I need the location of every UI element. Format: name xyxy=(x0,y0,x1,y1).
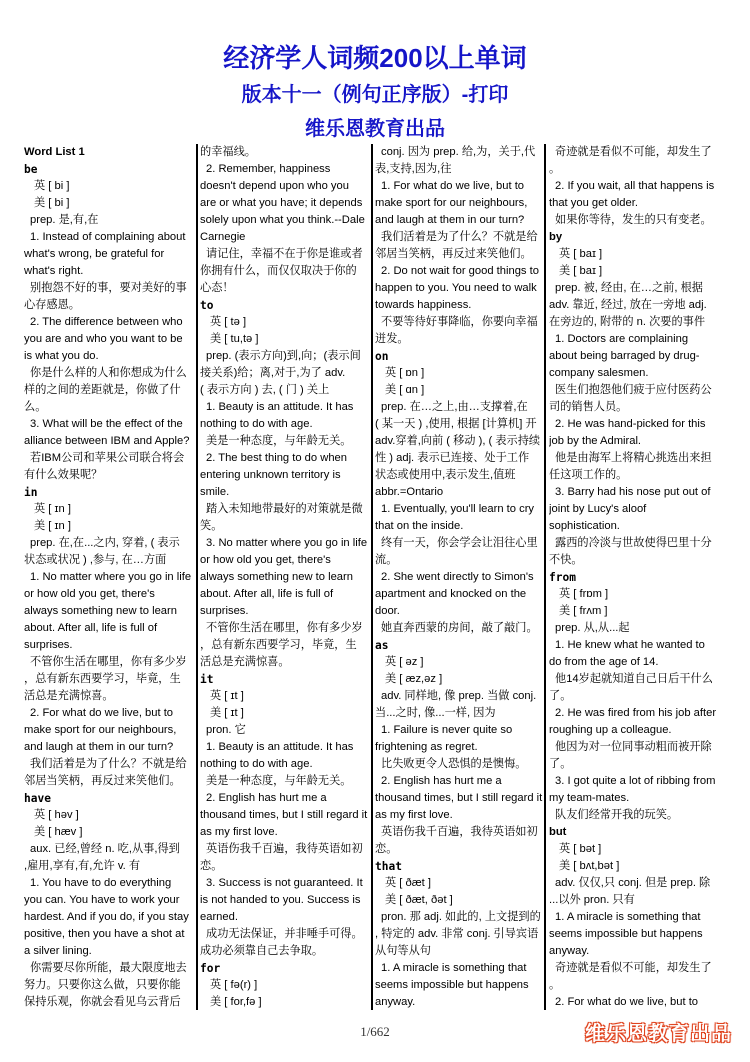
phonetic: 英 [ ðæt ] xyxy=(385,877,432,889)
text-line: 流。 xyxy=(375,554,398,566)
column-4 xyxy=(549,144,724,1010)
text-line: 3. No matter where you go in life xyxy=(206,537,368,549)
headword: as xyxy=(375,639,389,652)
phonetic: 美 [ ɑn ] xyxy=(385,384,425,396)
text-line: you can. You have to work your xyxy=(24,894,180,906)
text-line: ，总有新东西要学习，毕竟，生 xyxy=(200,639,357,651)
text-line: 不管你生活在哪里，你有多少岁 xyxy=(206,622,363,634)
text-line: 美是一种态度，与年龄无关。 xyxy=(206,435,352,447)
text-line: thousand times, but I still regard it xyxy=(375,792,543,804)
text-line: 。 xyxy=(549,163,561,175)
text-line: Carnegie xyxy=(200,231,246,243)
text-line: that you get older. xyxy=(549,197,638,209)
headword: it xyxy=(200,673,214,686)
phonetic: 英 [ bət ] xyxy=(559,843,602,855)
phonetic: 英 [ ɪt ] xyxy=(210,690,244,702)
text-line: 如果你等待，发生的只有变老。 xyxy=(555,214,712,226)
text-line: 性 ) adj. 表示已连接、处于工作 xyxy=(375,452,530,464)
text-line: pron. 它 xyxy=(206,724,246,736)
text-line: 我们活着是为了什么？不就是给 xyxy=(381,231,538,243)
document-title: 经济学人词频200以上单词 xyxy=(223,43,527,73)
text-line: ...以外 pron. 只有 xyxy=(549,894,635,906)
text-line: 1. For what do we live, but to xyxy=(381,180,525,192)
text-line: 了。 xyxy=(549,690,572,702)
text-line: 2. She went directly to Simon's xyxy=(381,571,534,583)
text-line: 在旁边的, 附带的 n. 次要的事件 xyxy=(549,316,706,328)
document-header xyxy=(0,40,750,144)
text-line: adv. 同样地, 像 prep. 当做 conj. xyxy=(381,690,537,702)
text-line: and laugh at them in our turn? xyxy=(375,214,525,226)
text-line: joint by Lucy's aloof xyxy=(549,503,647,515)
headword: from xyxy=(549,571,576,584)
text-line: 1. A miracle is something that xyxy=(555,911,701,923)
text-line: make sport for our neighbours, xyxy=(375,197,528,209)
text-line: company salesmen. xyxy=(549,367,649,379)
text-line: 邻居当笑柄，再反过来笑他们。 xyxy=(24,775,181,787)
text-line: 从句等从句 xyxy=(375,945,431,957)
text-line: 不要等待好事降临，你要向幸福 xyxy=(381,316,538,328)
text-line: aux. 已经,曾经 n. 吃,从事,得到 xyxy=(30,843,180,855)
text-line: 你需要尽你所能，最大限度地去 xyxy=(30,962,187,974)
text-line: 你拥有什么，而仅仅取决于你的 xyxy=(200,265,357,277)
text-line: 不快。 xyxy=(549,554,583,566)
text-line: my team-mates. xyxy=(549,792,630,804)
text-line: 他14岁起就知道自己日后干什么 xyxy=(555,673,713,685)
text-line: a silver lining. xyxy=(24,945,92,957)
phonetic: 美 [ hæv ] xyxy=(34,826,83,838)
text-line: 恋。 xyxy=(375,843,398,855)
text-line: prep. 被, 经由, 在…之前, 根据 xyxy=(555,282,703,294)
text-line: 心存感恩。 xyxy=(24,299,80,311)
text-line: 2. English has hurt me a xyxy=(206,792,327,804)
phonetic: 美 [ tu,tə ] xyxy=(210,333,259,345)
column-1 xyxy=(24,144,194,1010)
text-line: prep. 从,从...起 xyxy=(555,622,630,634)
text-line: 笑。 xyxy=(200,520,223,532)
text-line: about. After all, life is full of xyxy=(24,622,158,634)
text-line: solely upon what you think.--Dale xyxy=(200,214,365,226)
word-list-title: Word List 1 xyxy=(24,146,85,158)
text-line: 邻居当笑柄，再反过来笑他们。 xyxy=(375,248,532,260)
text-line: is what you do. xyxy=(24,350,99,362)
publisher-watermark: 维乐恩教育出品 xyxy=(585,1023,732,1045)
text-line: prep. 是,有,在 xyxy=(30,214,99,226)
text-line: 1. Instead of complaining about xyxy=(30,231,186,243)
text-line: 的幸福线。 xyxy=(200,146,256,158)
text-line: 2. English has hurt me a xyxy=(381,775,502,787)
phonetic: 英 [ əz ] xyxy=(385,656,424,668)
phonetic: 美 [ for,fə ] xyxy=(210,996,262,1008)
text-line: 。 xyxy=(549,979,561,991)
headword: but xyxy=(549,826,567,838)
phonetic: 美 [ ðæt, ðət ] xyxy=(385,894,453,906)
text-line: doesn't depend upon who you xyxy=(200,180,349,192)
phonetic: 美 [ bʌt,bət ] xyxy=(559,860,620,872)
text-line: positive, then you have a shot at xyxy=(24,928,185,940)
text-line: 了。 xyxy=(549,758,572,770)
text-line: nothing to do with age. xyxy=(200,758,313,770)
text-line: 恋。 xyxy=(200,860,223,872)
text-line: and laugh at them in our turn? xyxy=(24,741,174,753)
text-line: 1. Failure is never quite so xyxy=(381,724,513,736)
word-list-columns xyxy=(24,144,724,1010)
page-number: 1/662 xyxy=(360,1024,390,1039)
text-line: 请记住，幸福不在于你是谁或者 xyxy=(206,248,363,260)
text-line: anyway. xyxy=(375,996,416,1008)
text-line: 1. Eventually, you'll learn to cry xyxy=(381,503,535,515)
text-line: what's right. xyxy=(24,265,84,277)
text-line: thousand times, but I still regard it xyxy=(200,809,368,821)
text-line: smile. xyxy=(200,486,230,498)
text-line: you are and who you want to be xyxy=(24,333,183,345)
text-line: 1. Doctors are complaining xyxy=(555,333,689,345)
text-line: hardest. And if you do, if you stay xyxy=(24,911,189,923)
text-line: 1. Beauty is an attitude. It has xyxy=(206,401,354,413)
text-line: 努力。只要你这么做，只要你能 xyxy=(24,979,181,991)
text-line: ( 表示方向 ) 去, ( 门 ) 关上 xyxy=(200,384,330,396)
phonetic: 英 [ ɒn ] xyxy=(385,367,425,379)
text-line: 心态！ xyxy=(200,282,234,294)
text-line: 3. Success is not guaranteed. It xyxy=(206,877,363,889)
text-line: 1. No matter where you go in life xyxy=(30,571,192,583)
text-line: 露西的冷淡与世故使得巴里十分 xyxy=(555,537,712,549)
text-line: anyway. xyxy=(549,945,590,957)
text-line: 她直奔西蒙的房间，敲了敲门。 xyxy=(381,622,538,634)
text-line: what's wrong, be grateful for xyxy=(24,248,165,260)
text-line: prep. 在,在...之内, 穿着, ( 表示 xyxy=(30,537,180,549)
text-line: 2. For what do we live, but to xyxy=(30,707,174,719)
phonetic: 英 [ baɪ ] xyxy=(559,248,603,260)
column-3 xyxy=(375,144,545,1010)
phonetic: 英 [ ɪn ] xyxy=(34,503,71,515)
text-line: sophistication. xyxy=(549,520,620,532)
text-line: nothing to do with age. xyxy=(200,418,313,430)
phonetic: 美 [ ɪn ] xyxy=(34,520,71,532)
text-line: 若IBM公司和苹果公司联合将会 xyxy=(30,452,185,464)
text-line: 英语伤我千百遍，我待英语如初 xyxy=(206,843,363,855)
text-line: surprises. xyxy=(200,605,249,617)
text-line: 状态或使用中,表示发生,值班 xyxy=(375,469,516,481)
text-line: apartment and knocked on the xyxy=(375,588,527,600)
headword: have xyxy=(24,792,51,805)
text-line: 成功无法保证，并非唾手可得。 xyxy=(206,928,363,940)
text-line: 活总是充满惊喜。 xyxy=(200,656,290,668)
text-line: 队友们经常开我的玩笑。 xyxy=(555,809,679,821)
text-line: 我们活着是为了什么？不就是给 xyxy=(30,758,187,770)
phonetic: 美 [ bi ] xyxy=(34,197,70,209)
text-line: as my first love. xyxy=(375,809,453,821)
headword: on xyxy=(375,350,389,363)
text-line: 1. You have to do everything xyxy=(30,877,172,889)
text-line: 他因为对一位同事动粗而被开除 xyxy=(555,741,712,753)
text-line: 状态或状况 ) ,参与, 在…方面 xyxy=(24,554,167,566)
text-line: 任这项工作的。 xyxy=(549,469,628,481)
text-line: 英语伤我千百遍，我待英语如初 xyxy=(381,826,538,838)
text-line: 表,支持,因为,往 xyxy=(375,163,452,175)
text-line: 他是由海军上将精心挑选出来担 xyxy=(555,452,712,464)
text-line: adv. 靠近, 经过, 放在一旁地 adj. xyxy=(549,299,707,311)
text-line: towards happiness. xyxy=(375,299,472,311)
text-line: 1. A miracle is something that xyxy=(381,962,527,974)
phonetic: 美 [ frʌm ] xyxy=(559,605,608,617)
text-line: 2. He was fired from his job after xyxy=(555,707,717,719)
column-2 xyxy=(200,144,370,1010)
text-line: about. After all, life is full of xyxy=(200,588,334,600)
text-line: do from the age of 14. xyxy=(549,656,659,668)
headword: in xyxy=(24,486,38,499)
text-line: seems impossible but happens xyxy=(549,928,703,940)
text-line: or how old you get, there's xyxy=(200,554,331,566)
headword: that xyxy=(375,860,402,873)
text-line: adv.穿着,向前 ( 移动 ), ( 表示持续 xyxy=(375,435,541,447)
text-line: 2. The best thing to do when xyxy=(206,452,347,464)
text-line: prep. (表示方向)到,向；(表示间 xyxy=(206,350,361,362)
text-line: as my first love. xyxy=(200,826,278,838)
text-line: make sport for our neighbours, xyxy=(24,724,177,736)
phonetic: 美 [ æz,əz ] xyxy=(385,673,443,685)
text-line: 1. Beauty is an attitude. It has xyxy=(206,741,354,753)
text-line: 医生们抱怨他们疲于应付医药公 xyxy=(555,384,712,396)
text-line: 2. He was hand-picked for this xyxy=(555,418,706,430)
phonetic: 英 [ bi ] xyxy=(34,180,70,192)
text-line: ，总有新东西要学习，毕竟，生 xyxy=(24,673,181,685)
text-line: 2. Remember, happiness xyxy=(206,163,331,175)
text-line: 1. He knew what he wanted to xyxy=(555,639,705,651)
text-line: 成功必须靠自己去争取。 xyxy=(200,945,324,957)
text-line: , 特定的 adv. 非常 conj. 引导宾语 xyxy=(375,928,539,940)
phonetic: 英 [ həv ] xyxy=(34,809,79,821)
text-line: always something new to learn xyxy=(24,605,177,617)
phonetic: 英 [ frɒm ] xyxy=(559,588,609,600)
text-line: door. xyxy=(375,605,400,617)
text-line: prep. 在…之上,由…支撑着,在 xyxy=(381,401,528,413)
phonetic: 英 [ tə ] xyxy=(210,316,247,328)
text-line: is not handed to you. Success is xyxy=(200,894,361,906)
text-line: 3. What will be the effect of the xyxy=(30,418,183,430)
text-line: about being barraged by drug- xyxy=(549,350,700,362)
headword: by xyxy=(549,231,563,243)
text-line: 么。 xyxy=(24,401,47,413)
text-line: entering unknown territory is xyxy=(200,469,341,481)
text-line: 你是什么样的人和你想成为什么 xyxy=(30,367,187,379)
text-line: earned. xyxy=(200,911,238,923)
text-line: conj. 因为 prep. 给,为，关于,代 xyxy=(381,146,536,158)
phonetic: 美 [ baɪ ] xyxy=(559,265,603,277)
text-line: 不管你生活在哪里，你有多少岁 xyxy=(30,656,187,668)
text-line: seems impossible but happens xyxy=(375,979,529,991)
text-line: are or what you have; it depends xyxy=(200,197,363,209)
text-line: frightening as regret. xyxy=(375,741,478,753)
text-line: 样的之间的差距就是，你做了什 xyxy=(24,384,181,396)
text-line: 有什么效果呢？ xyxy=(24,469,103,481)
text-line: 美是一种态度，与年龄无关。 xyxy=(206,775,352,787)
text-line: surprises. xyxy=(24,639,73,651)
text-line: happen to you. You need to walk xyxy=(375,282,537,294)
text-line: 踏入未知地带最好的对策就是微 xyxy=(206,503,363,515)
text-line: 别抱怨不好的事，要对美好的事 xyxy=(30,282,187,294)
text-line: 奇迹就是看似不可能，却发生了 xyxy=(555,146,712,158)
text-line: ( 某一天 ) ,使用, 根据 [计算机] 开 xyxy=(375,418,537,430)
text-line: 当...之时, 像...一样, 因为 xyxy=(375,707,496,719)
text-line: job by the Admiral. xyxy=(549,435,642,447)
phonetic: 美 [ ɪt ] xyxy=(210,707,244,719)
text-line: ,雇用,享有,有,允许 v. 有 xyxy=(24,860,141,872)
text-line: 2. For what do we live, but to xyxy=(555,996,699,1008)
text-line: 保持乐观，你就会看见乌云背后 xyxy=(24,996,181,1008)
text-line: 2. If you wait, all that happens is xyxy=(555,180,715,192)
headword: for xyxy=(200,962,221,975)
text-line: 活总是充满惊喜。 xyxy=(24,690,114,702)
headword: to xyxy=(200,299,214,312)
text-line: alliance between IBM and Apple? xyxy=(24,435,190,447)
headword: be xyxy=(24,163,38,176)
text-line: roughing up a colleague. xyxy=(549,724,672,736)
text-line: 比失败更令人恐惧的是懊悔。 xyxy=(381,758,527,770)
text-line: pron. 那 adj. 如此的, 上文提到的 xyxy=(381,911,541,923)
text-line: 司的销售人员。 xyxy=(549,401,628,413)
text-line: adv. 仅仅,只 conj. 但是 prep. 除 xyxy=(555,877,711,889)
text-line: 接关系)给；离,对于,为了 adv. xyxy=(200,367,346,379)
text-line: 2. The difference between who xyxy=(30,316,183,328)
text-line: 2. Do not wait for good things to xyxy=(381,265,539,277)
publisher-name: 维乐恩教育出品 xyxy=(305,118,445,140)
text-line: 迸发。 xyxy=(375,333,409,345)
phonetic: 英 [ fə(r) ] xyxy=(210,979,258,991)
text-line: 终有一天，你会学会让泪往心里 xyxy=(381,537,538,549)
text-line: 3. I got quite a lot of ribbing from xyxy=(555,775,716,787)
text-line: that on the inside. xyxy=(375,520,464,532)
text-line: 3. Barry had his nose put out of xyxy=(555,486,711,498)
text-line: always something new to learn xyxy=(200,571,353,583)
document-subtitle: 版本十一（例句正序版）-打印 xyxy=(241,84,509,106)
text-line: or how old you get, there's xyxy=(24,588,155,600)
text-line: abbr.=Ontario xyxy=(375,486,444,498)
text-line: 奇迹就是看似不可能，却发生了 xyxy=(555,962,712,974)
